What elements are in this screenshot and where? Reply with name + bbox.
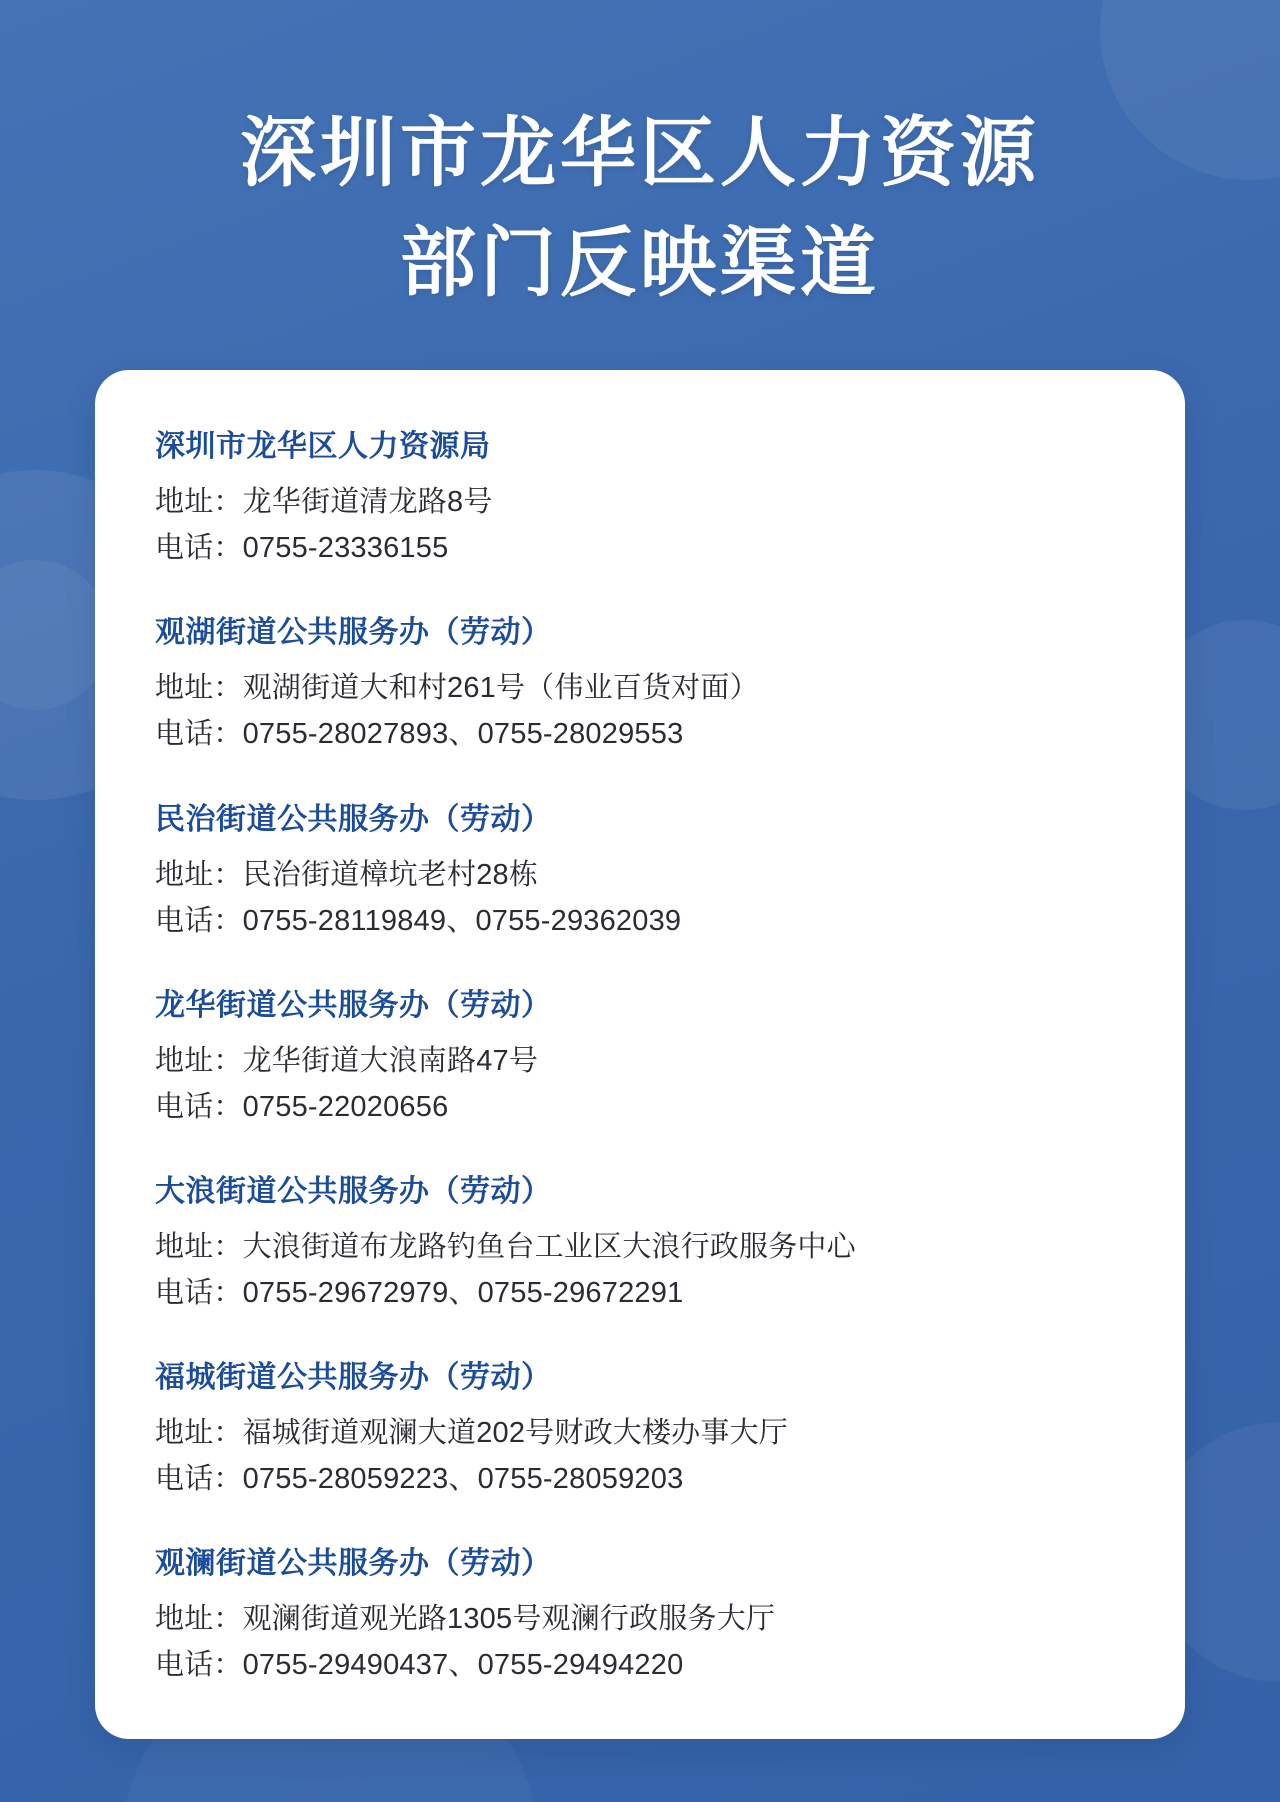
contact-entry-phone: 电话：0755-28027893、0755-28029553 (155, 718, 684, 751)
decorative-circle (0, 560, 110, 710)
contact-entry-name: 观湖街道公共服务办（劳动） (155, 616, 552, 650)
contact-entry (155, 1357, 1125, 1501)
contact-entry-address: 地址：民治街道樟坑老村28栋 (155, 858, 539, 891)
contact-entry (155, 1543, 1125, 1687)
contact-entry (155, 985, 1125, 1129)
contact-entry-name: 福城街道公共服务办（劳动） (155, 1360, 552, 1394)
page-title-line-2: 部门反映渠道 (400, 221, 880, 307)
contact-entry (155, 612, 1125, 756)
contact-entry-name: 观澜街道公共服务办（劳动） (155, 1547, 552, 1581)
contact-entry-phone: 电话：0755-28059223、0755-28059203 (155, 1463, 684, 1496)
contact-entry-address: 地址：观澜街道观光路1305号观澜行政服务大厅 (155, 1603, 776, 1636)
contact-entry (155, 799, 1125, 943)
contact-entry-address: 地址：龙华街道清龙路8号 (155, 486, 493, 519)
contact-entry-phone: 电话：0755-22020656 (155, 1090, 449, 1123)
contact-entry-address: 地址：福城街道观澜大道202号财政大楼办事大厅 (155, 1416, 788, 1449)
contact-card (95, 370, 1185, 1739)
contact-entry-name: 龙华街道公共服务办（劳动） (155, 988, 552, 1022)
contact-entry-phone: 电话：0755-29672979、0755-29672291 (155, 1276, 684, 1309)
contact-entry-phone: 电话：0755-28119849、0755-29362039 (155, 904, 682, 937)
contact-entry (155, 426, 1125, 570)
contact-entry-name: 大浪街道公共服务办（劳动） (155, 1174, 552, 1208)
page-title (0, 51, 1280, 319)
page-title-line-1: 深圳市龙华区人力资源 (240, 110, 1040, 196)
contact-entry-phone: 电话：0755-23336155 (155, 532, 449, 565)
contact-entry-name: 深圳市龙华区人力资源局 (155, 430, 491, 464)
contact-entry-address: 地址：大浪街道布龙路钓鱼台工业区大浪行政服务中心 (155, 1230, 856, 1263)
contact-entry-address: 地址：龙华街道大浪南路47号 (155, 1044, 539, 1077)
contact-entry (155, 1171, 1125, 1315)
contact-entry-name: 民治街道公共服务办（劳动） (155, 802, 552, 836)
contact-entry-phone: 电话：0755-29490437、0755-29494220 (155, 1649, 684, 1682)
contact-entry-address: 地址：观湖街道大和村261号（伟业百货对面） (155, 672, 759, 705)
